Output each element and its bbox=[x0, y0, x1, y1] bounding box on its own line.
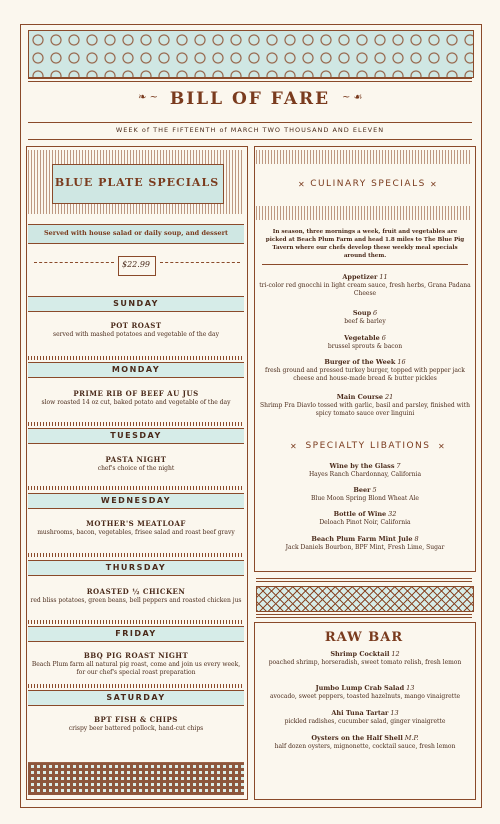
dish-name: PRIME RIB OF BEEF AU JUS bbox=[73, 389, 199, 398]
libations-flourish-left: ✕ bbox=[290, 442, 297, 451]
dish-name: PASTA NIGHT bbox=[105, 455, 167, 464]
divider bbox=[28, 684, 244, 688]
dish-thursday bbox=[28, 588, 244, 605]
dish-description: mushrooms, bacon, vegetables, frisee salad and roast beef gravy bbox=[37, 529, 235, 536]
dish-description: crispy beer battered pollock, hand-cut chips bbox=[68, 725, 204, 732]
culinary-item-appetizer bbox=[258, 273, 472, 298]
item-name: Ahi Tuna Tartar bbox=[331, 709, 389, 717]
dish-name: ROASTED ½ CHICKEN bbox=[86, 587, 186, 596]
item-description: Jack Daniels Bourbon, BPF Mint, Fresh Lime, Sugar bbox=[285, 544, 445, 551]
item-name: Beach Plum Farm Mint Jule bbox=[311, 535, 413, 543]
top-ornament-rule bbox=[28, 78, 472, 82]
culinary-title: CULINARY SPECIALS bbox=[310, 179, 426, 189]
dish-description: chef's choice of the night bbox=[97, 465, 175, 472]
libation-bottle-wine bbox=[258, 510, 472, 527]
item-description: Deloach Pinot Noir, California bbox=[319, 519, 411, 526]
item-description: tri-color red gnocchi in light cream sauce, fresh herbs, Grana Padana Cheese bbox=[259, 282, 471, 297]
page-title: BILL OF FARE bbox=[169, 89, 331, 109]
culinary-item-soup bbox=[258, 309, 472, 326]
culinary-item-burger bbox=[258, 358, 472, 383]
blue-plate-title: BLUE PLATE SPECIALS bbox=[54, 176, 220, 189]
day-label-sunday: SUNDAY bbox=[28, 296, 244, 312]
dish-description: red bliss potatoes, green beans, bell peppers and roasted chicken jus bbox=[30, 597, 242, 604]
culinary-flourish-right: ✕ bbox=[430, 180, 437, 189]
libations-title: SPECIALTY LIBATIONS bbox=[305, 441, 431, 451]
served-with-text: Served with house salad or daily soup, and dessert bbox=[43, 229, 229, 237]
day-label-tuesday: TUESDAY bbox=[28, 428, 244, 444]
libation-beer bbox=[258, 486, 472, 503]
item-description: Blue Moon Spring Blond Wheat Ale bbox=[311, 495, 419, 502]
dish-tuesday bbox=[28, 456, 244, 473]
culinary-intro-rule bbox=[262, 264, 468, 265]
item-price: 13 bbox=[406, 684, 415, 692]
item-description: pickled radishes, cucumber salad, ginger vinaigrette bbox=[284, 718, 446, 725]
dish-monday bbox=[28, 390, 244, 407]
culinary-intro: In season, three mornings a week, fruit and vegetables are picked at Beach Plum Farm and head 1.8 miles to The Blue Pig Tavern where our chefs develop these weekly meal specials around them. bbox=[265, 229, 465, 259]
dish-name: MOTHER'S MEATLOAF bbox=[86, 519, 186, 528]
dish-name: POT ROAST bbox=[110, 321, 162, 330]
item-description: poached shrimp, horseradish, sweet tomato relish, fresh lemon bbox=[268, 659, 462, 666]
item-price: 6 bbox=[373, 309, 378, 317]
top-ornament-band bbox=[28, 30, 474, 78]
dish-description: slow roasted 14 oz cut, baked potato and vegetable of the day bbox=[41, 399, 231, 406]
raw-bar-title: RAW BAR bbox=[324, 630, 404, 645]
culinary-item-main-course bbox=[258, 393, 472, 418]
dish-name: BBQ PIG ROAST NIGHT bbox=[83, 651, 189, 660]
item-description: fresh ground and pressed turkey burger, topped with pepper jack cheese and house-made bread & butter pickles bbox=[265, 367, 465, 382]
day-label-thursday: THURSDAY bbox=[28, 560, 244, 576]
culinary-header-stripes-bottom bbox=[256, 206, 472, 220]
day-label-monday: MONDAY bbox=[28, 362, 244, 378]
divider bbox=[28, 620, 244, 624]
title-flourish-right: ~ ☙ bbox=[342, 92, 363, 103]
item-name: Main Course bbox=[336, 393, 384, 401]
item-price: 12 bbox=[391, 650, 400, 658]
item-name: Wine by the Glass bbox=[329, 462, 395, 470]
item-price: 6 bbox=[381, 334, 386, 342]
raw-bar-oysters bbox=[258, 734, 472, 751]
item-price: 8 bbox=[414, 535, 419, 543]
dish-friday bbox=[28, 652, 244, 677]
wave-left bbox=[34, 262, 114, 267]
item-description: avocado, sweet peppers, toasted hazelnuts, mango vinaigrette bbox=[269, 693, 461, 700]
wave-right bbox=[160, 262, 240, 267]
blue-plate-price: $22.99 bbox=[122, 260, 150, 269]
item-price: 11 bbox=[379, 273, 388, 281]
raw-bar-crab-salad bbox=[258, 684, 472, 701]
culinary-flourish-left: ✕ bbox=[298, 180, 305, 189]
day-label-wednesday: WEDNESDAY bbox=[28, 493, 244, 509]
item-name: Bottle of Wine bbox=[333, 510, 387, 518]
title-flourish-left: ❧ ~ bbox=[138, 92, 158, 103]
divider bbox=[28, 486, 244, 490]
dish-description: Beach Plum farm all natural pig roast, come and join us every week, for our chef's special roast preparation bbox=[31, 661, 241, 676]
divider bbox=[28, 356, 244, 360]
item-price: 32 bbox=[388, 510, 397, 518]
item-name: Shrimp Cocktail bbox=[330, 650, 390, 658]
item-name: Beer bbox=[353, 486, 371, 494]
item-name: Burger of the Week bbox=[324, 358, 396, 366]
item-description: Hayes Ranch Chardonnay, California bbox=[308, 471, 422, 478]
item-price: 5 bbox=[372, 486, 377, 494]
item-price: M.P. bbox=[404, 734, 419, 742]
item-price: 7 bbox=[396, 462, 401, 470]
libations-flourish-right: ✕ bbox=[438, 442, 445, 451]
item-name: Appetizer bbox=[342, 273, 378, 281]
culinary-header-stripes bbox=[256, 150, 472, 164]
raw-bar-ahi-tuna bbox=[258, 709, 472, 726]
right-mid-rule-top bbox=[256, 578, 472, 582]
item-price: 21 bbox=[384, 393, 394, 401]
right-mid-rule-bottom bbox=[256, 614, 472, 618]
divider bbox=[28, 422, 244, 426]
dish-wednesday bbox=[28, 520, 244, 537]
item-name: Oysters on the Half Shell bbox=[311, 734, 403, 742]
libation-mint-julep bbox=[258, 535, 472, 552]
dish-saturday bbox=[28, 716, 244, 733]
item-name: Soup bbox=[352, 309, 372, 317]
day-label-saturday: SATURDAY bbox=[28, 690, 244, 706]
item-name: Jumbo Lump Crab Salad bbox=[315, 684, 405, 692]
item-description: beef & barley bbox=[344, 318, 386, 325]
item-description: Shrimp Fra Diavlo tossed with garlic, basil and parsley, finished with spicy tomato sauce over linguini bbox=[260, 402, 470, 417]
item-name: Vegetable bbox=[344, 334, 380, 342]
dish-name: BPT FISH & CHIPS bbox=[94, 715, 178, 724]
item-description: brussel sprouts & bacon bbox=[327, 343, 403, 350]
divider bbox=[28, 553, 244, 557]
week-line: WEEK of THE FIFTEENTH of MARCH TWO THOUSAND AND ELEVEN bbox=[115, 126, 385, 134]
day-label-friday: FRIDAY bbox=[28, 626, 244, 642]
dish-description: served with mashed potatoes and vegetable of the day bbox=[53, 331, 219, 338]
item-description: half dozen oysters, mignonette, cocktail sauce, fresh lemon bbox=[274, 743, 456, 750]
item-price: 16 bbox=[397, 358, 406, 366]
left-bottom-pattern bbox=[28, 762, 244, 795]
right-mid-pattern bbox=[256, 586, 474, 612]
libation-wine-glass bbox=[258, 462, 472, 479]
item-price: 13 bbox=[390, 709, 399, 717]
culinary-item-vegetable bbox=[258, 334, 472, 351]
dish-sunday bbox=[28, 322, 244, 339]
raw-bar-shrimp-cocktail bbox=[258, 650, 472, 667]
